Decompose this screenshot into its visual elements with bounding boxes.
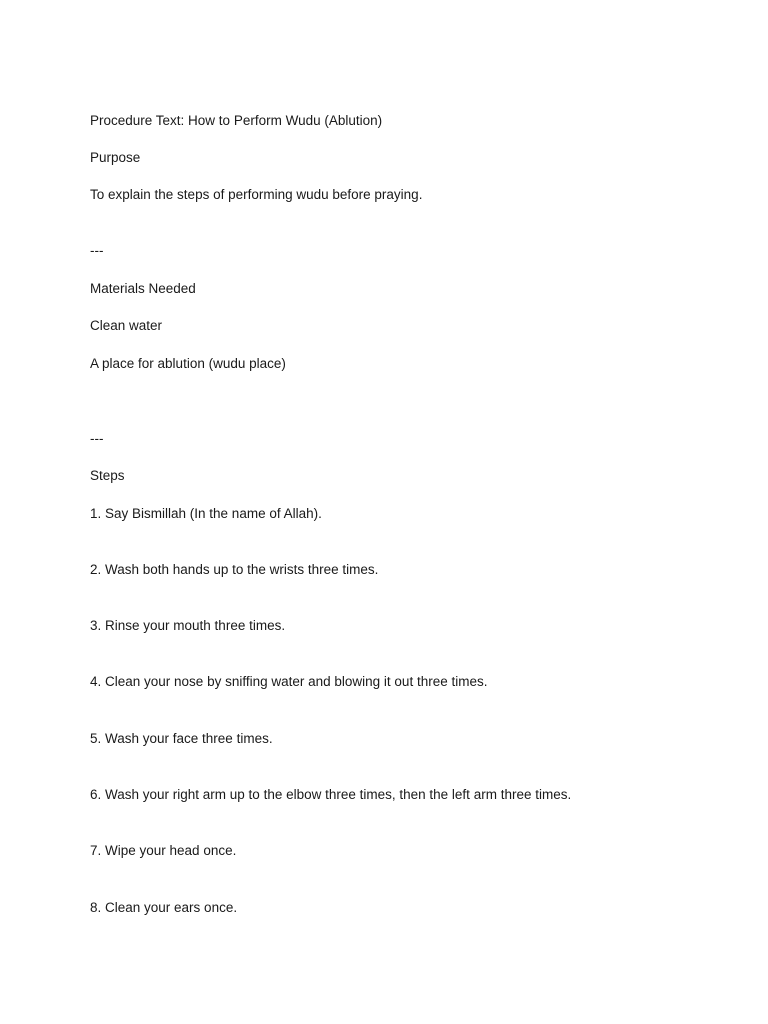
section-separator: --- (90, 243, 104, 258)
step-item: 3. Rinse your mouth three times. (90, 618, 286, 633)
purpose-text: To explain the steps of performing wudu before praying. (90, 187, 423, 202)
section-separator: --- (90, 431, 104, 446)
materials-heading: Materials Needed (90, 281, 196, 296)
steps-heading: Steps (90, 468, 125, 483)
step-item: 2. Wash both hands up to the wrists three times. (90, 562, 379, 577)
purpose-heading: Purpose (90, 150, 141, 165)
step-item: 8. Clean your ears once. (90, 900, 238, 915)
step-item: 4. Clean your nose by sniffing water and blowing it out three times. (90, 674, 488, 689)
step-item: 7. Wipe your head once. (90, 843, 237, 858)
materials-item: A place for ablution (wudu place) (90, 356, 286, 371)
step-item: 6. Wash your right arm up to the elbow three times, then the left arm three times. (90, 787, 572, 802)
step-item: 5. Wash your face three times. (90, 731, 273, 746)
step-item: 1. Say Bismillah (In the name of Allah). (90, 506, 322, 521)
document-title: Procedure Text: How to Perform Wudu (Ablution) (90, 113, 383, 128)
materials-item: Clean water (90, 318, 163, 333)
